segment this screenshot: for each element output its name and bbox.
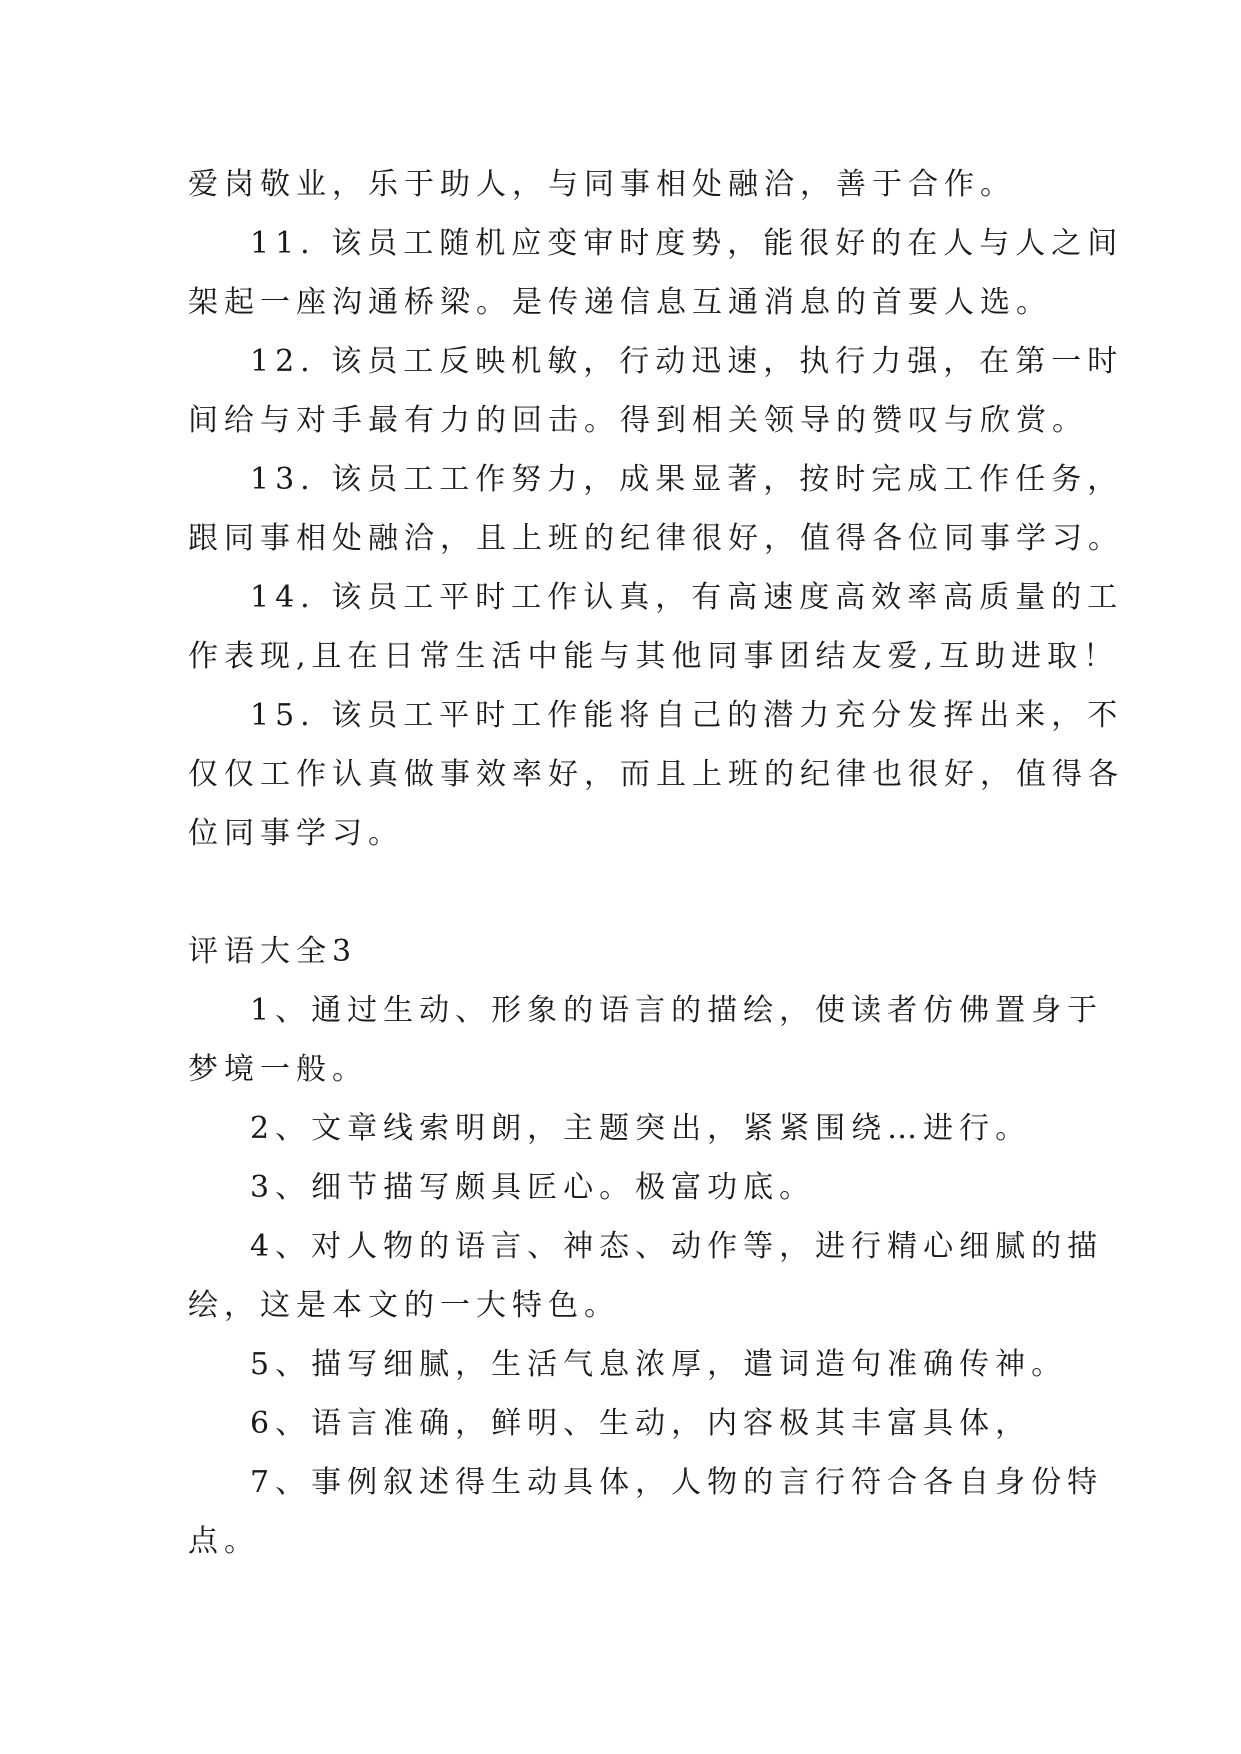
text-line: 5、描写细腻，生活气息浓厚，遣词造句准确传神。 — [250, 1347, 1068, 1382]
text-line: 12. 该员工反映机敏，行动迅速，执行力强，在第一时 — [250, 344, 1124, 379]
text-line: 点。 — [188, 1524, 260, 1559]
text-line: 绘，这是本文的一大特色。 — [188, 1288, 620, 1323]
text-line: 作表现,且在日常生活中能与其他同事团结友爱,互助进取！ — [188, 639, 1120, 674]
text-line: 架起一座沟通桥梁。是传递信息互通消息的首要人选。 — [188, 285, 1052, 320]
text-line: 11. 该员工随机应变审时度势，能很好的在人与人之间 — [250, 226, 1124, 261]
text-line: 13. 该员工工作努力，成果显著，按时完成工作任务， — [250, 462, 1124, 497]
section-title: 评语大全3 — [188, 934, 358, 969]
text-line: 2、文章线索明朗，主题突出，紧紧围绕…进行。 — [250, 1111, 1032, 1146]
text-line: 仅仅工作认真做事效率好，而且上班的纪律也很好，值得各 — [188, 757, 1124, 792]
text-line: 1、通过生动、形象的语言的描绘，使读者仿佛置身于 — [250, 993, 1104, 1028]
text-line: 梦境一般。 — [188, 1052, 368, 1087]
text-line: 15. 该员工平时工作能将自己的潜力充分发挥出来，不 — [250, 698, 1124, 733]
text-line: 间给与对手最有力的回击。得到相关领导的赞叹与欣赏。 — [188, 403, 1088, 438]
text-line: 跟同事相处融洽，且上班的纪律很好，值得各位同事学习。 — [188, 521, 1124, 556]
text-line: 14. 该员工平时工作认真，有高速度高效率高质量的工 — [250, 580, 1124, 615]
text-line: 位同事学习。 — [188, 816, 404, 851]
text-line: 4、对人物的语言、神态、动作等，进行精心细腻的描 — [250, 1229, 1104, 1264]
text-line: 3、细节描写颇具匠心。极富功底。 — [250, 1170, 816, 1205]
text-line: 爱岗敬业，乐于助人，与同事相处融洽，善于合作。 — [188, 167, 1016, 202]
text-line: 7、事例叙述得生动具体，人物的言行符合各自身份特 — [250, 1465, 1104, 1500]
text-line: 6、语言准确，鲜明、生动，内容极其丰富具体， — [250, 1406, 1032, 1441]
